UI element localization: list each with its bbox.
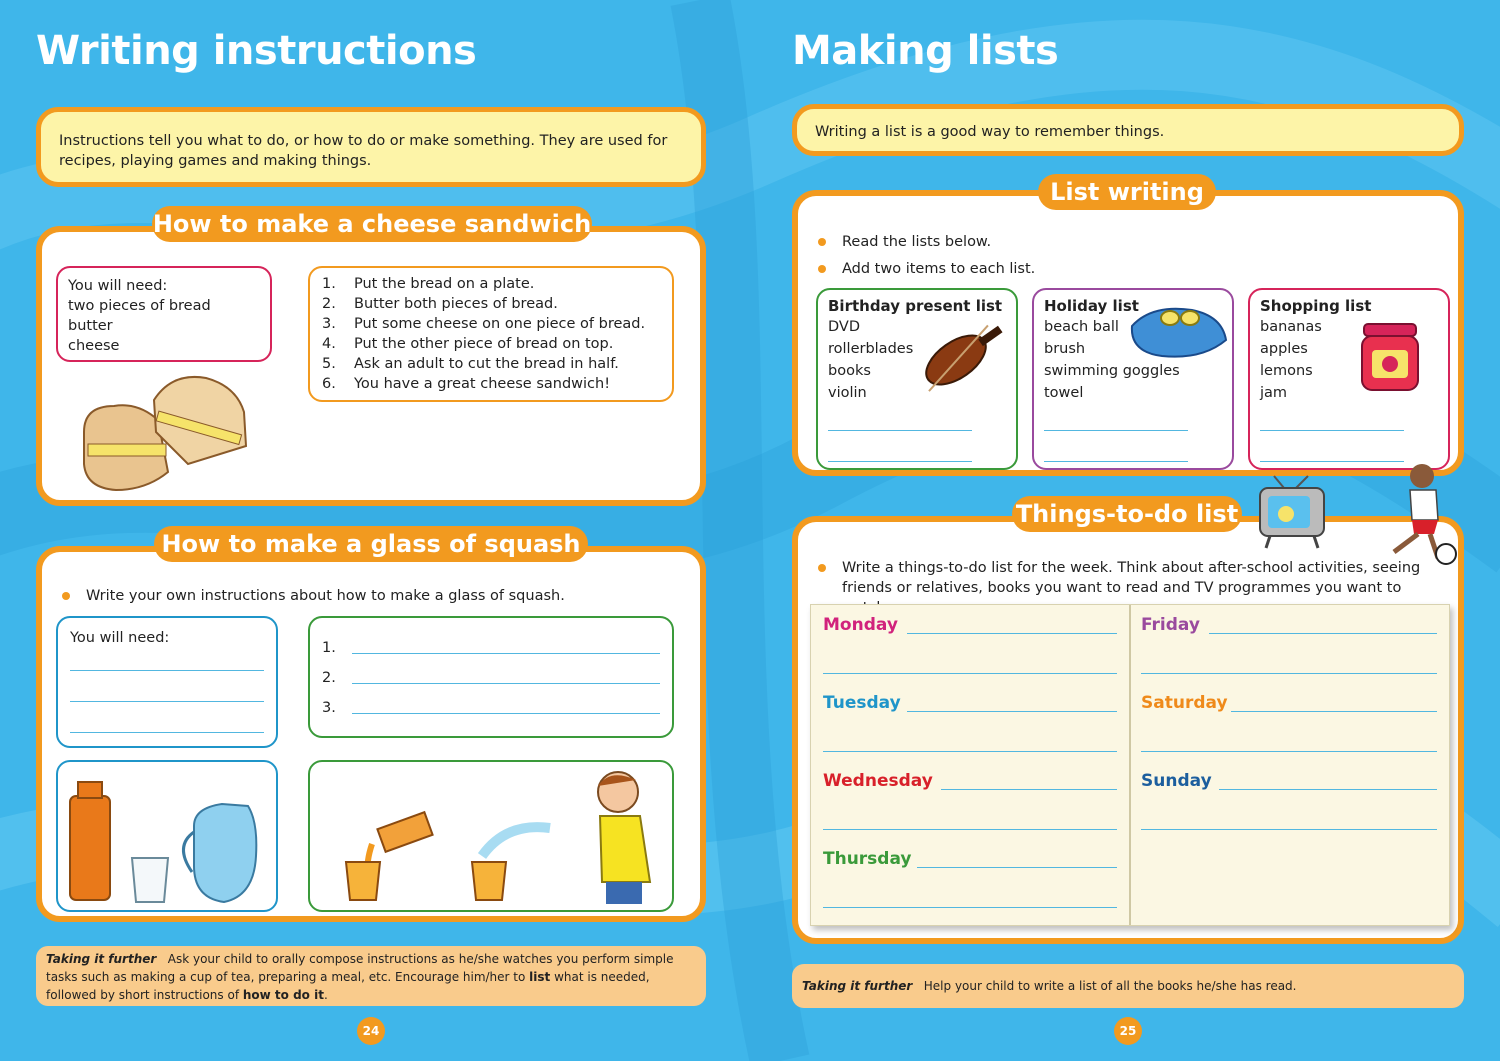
todo-heading: Things-to-do list xyxy=(1012,496,1242,532)
sandwich-illustration xyxy=(76,372,256,496)
page-title: Writing instructions xyxy=(36,28,477,74)
violin-icon xyxy=(906,320,1006,400)
write-line[interactable] xyxy=(1209,633,1437,634)
list-card-title: Shopping list xyxy=(1260,297,1372,315)
holiday-list-card: Holiday list beach ball brush swimming goggles towel xyxy=(1032,288,1234,470)
shopping-list-card: Shopping list bananas apples lemons jam xyxy=(1248,288,1450,470)
step-row: 1. Put the bread on a plate. xyxy=(322,276,535,292)
step-row: 3. Put some cheese on one piece of bread. xyxy=(322,316,646,332)
page-number: 25 xyxy=(1114,1017,1142,1045)
taking-it-further-label: Taking it further xyxy=(802,979,913,993)
day-monday: Monday xyxy=(823,615,898,635)
list-card-title: Birthday present list xyxy=(828,297,1003,315)
tv-icon xyxy=(1256,474,1328,550)
write-line[interactable] xyxy=(917,867,1117,868)
write-line[interactable] xyxy=(352,683,660,684)
sandwich-heading: How to make a cheese sandwich xyxy=(152,206,592,242)
day-wednesday: Wednesday xyxy=(823,771,933,791)
step-row: 5. Ask an adult to cut the bread in half. xyxy=(322,356,619,372)
list-writing-heading: List writing xyxy=(1038,174,1216,210)
page-title: Making lists xyxy=(792,28,1059,74)
squash-heading: How to make a glass of squash xyxy=(154,526,588,562)
footballer-icon xyxy=(1380,458,1460,570)
list-card-title: Holiday list xyxy=(1044,297,1139,315)
write-line[interactable] xyxy=(1044,430,1188,431)
write-line[interactable] xyxy=(828,430,972,431)
write-line[interactable] xyxy=(907,633,1117,634)
sandwich-panel xyxy=(36,226,706,506)
step-row: 2. Butter both pieces of bread. xyxy=(322,296,558,312)
write-line[interactable] xyxy=(907,711,1117,712)
intro-box xyxy=(792,104,1464,156)
squash-need-box xyxy=(56,616,278,748)
taking-it-further-label: Taking it further xyxy=(46,952,157,966)
day-saturday: Saturday xyxy=(1141,693,1228,713)
taking-it-further-box: Taking it further Ask your child to orally compose instructions as he/she watches you perform simple tasks such as making a cup of tea, preparing a meal, etc. Encourage him/her to list what is needed, followed by short instructions of how to do it. xyxy=(36,946,706,1006)
intro-text: Writing a list is a good way to remember things. xyxy=(815,124,1165,140)
step-row: 6. You have a great cheese sandwich! xyxy=(322,376,611,392)
birthday-list-card: Birthday present list DVD rollerblades books violin xyxy=(816,288,1018,470)
write-line[interactable] xyxy=(823,907,1117,908)
day-thursday: Thursday xyxy=(823,849,912,869)
write-line[interactable] xyxy=(823,829,1117,830)
write-line[interactable] xyxy=(1141,673,1437,674)
right-page xyxy=(750,0,1500,1061)
write-line[interactable] xyxy=(70,670,264,671)
ingredients-box xyxy=(56,266,272,362)
write-line[interactable] xyxy=(823,751,1117,752)
towel-goggles-icon xyxy=(1122,296,1230,366)
write-line[interactable] xyxy=(352,653,660,654)
write-line[interactable] xyxy=(1231,711,1437,712)
notebook xyxy=(810,604,1450,926)
list-bullet: Read the lists below. xyxy=(818,232,991,252)
need-item: cheese xyxy=(68,338,120,354)
step-row: 4. Put the other piece of bread on top. xyxy=(322,336,614,352)
squash-items-picture xyxy=(56,760,278,912)
list-writing-panel xyxy=(792,190,1464,476)
jam-jar-icon xyxy=(1358,322,1422,394)
write-line[interactable] xyxy=(70,701,264,702)
squash-steps-box: 1. 2. 3. xyxy=(308,616,674,738)
write-line[interactable] xyxy=(352,713,660,714)
write-line[interactable] xyxy=(1260,430,1404,431)
steps-box xyxy=(308,266,674,402)
write-line[interactable] xyxy=(1044,461,1188,462)
day-tuesday: Tuesday xyxy=(823,693,901,713)
write-line[interactable] xyxy=(823,673,1117,674)
need-item: butter xyxy=(68,318,113,334)
need-title: You will need: xyxy=(70,630,170,646)
squash-panel xyxy=(36,546,706,922)
write-line[interactable] xyxy=(1219,789,1437,790)
need-title: You will need: xyxy=(68,278,168,294)
day-friday: Friday xyxy=(1141,615,1200,635)
write-line[interactable] xyxy=(70,732,264,733)
day-sunday: Sunday xyxy=(1141,771,1212,791)
write-line[interactable] xyxy=(1141,751,1437,752)
squash-steps-picture xyxy=(308,760,674,912)
todo-instruction: Write a things-to-do list for the week. Think about after-school activities, seeing friends or relatives, books you want to read and TV programmes you want to xyxy=(818,558,1438,618)
squash-instruction: Write your own instructions about how to make a glass of squash. xyxy=(62,586,565,606)
write-line[interactable] xyxy=(941,789,1117,790)
page-number: 24 xyxy=(357,1017,385,1045)
intro-text: Instructions tell you what to do, or how to do or make something. They are used for recipes, playing games and making things. xyxy=(59,133,668,169)
write-line[interactable] xyxy=(1141,829,1437,830)
write-line[interactable] xyxy=(828,461,972,462)
list-bullet: Add two items to each list. xyxy=(818,259,1035,279)
todo-panel xyxy=(792,516,1464,944)
need-item: two pieces of bread xyxy=(68,298,211,314)
intro-box xyxy=(36,107,706,187)
taking-it-further-box: Taking it further Help your child to write a list of all the books he/she has read. xyxy=(792,964,1464,1008)
